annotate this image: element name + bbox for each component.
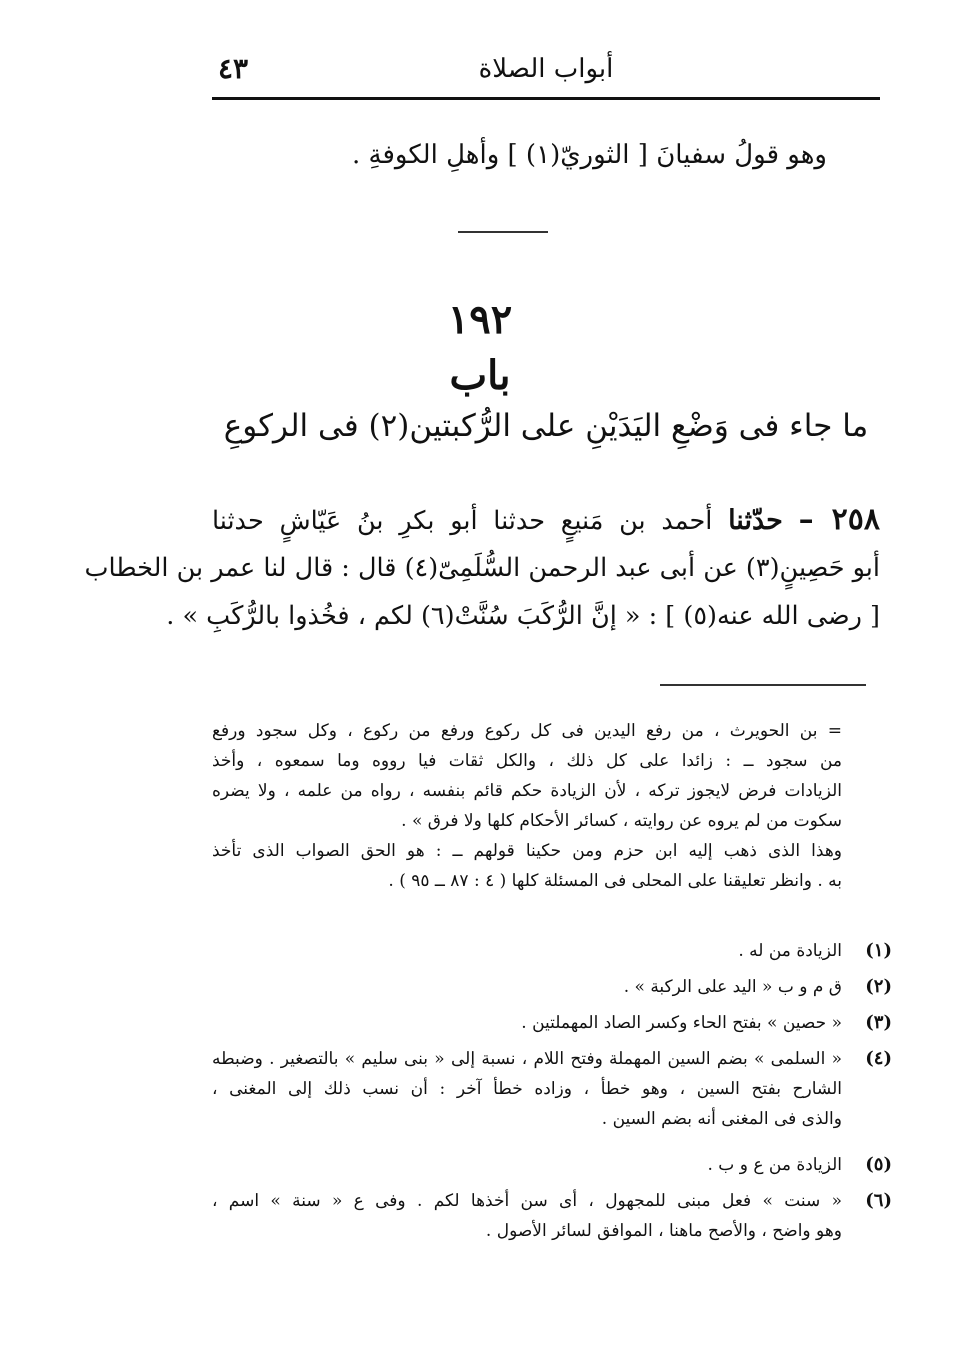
hadith-text: أحمد بن مَنيعٍ حدثنا أبو بكرِ بنُ عَيّاشٍ حدثنا	[212, 506, 713, 536]
footnote-marker: (٤)	[865, 1048, 892, 1069]
footnote-line: = بن الحويرث ، من رفع اليدين فى كل ركوع ورفع من ركوع ، وكل سجود ورفع	[212, 721, 842, 741]
chapter-number: ١٩٢	[447, 296, 513, 343]
footnote-marker: (١)	[865, 940, 892, 961]
page-title: أبواب الصلاة	[478, 54, 614, 84]
hadith-line: [ رضى الله عنه(٥) ] : « إنَّ الرُّكَبَ سُنَّتْ(٦) لكم ، فخُذوا بالرُّكَبِ » .	[166, 601, 880, 631]
header-rule	[212, 97, 880, 100]
footnote-rule	[660, 684, 866, 686]
hadith-line	[212, 500, 880, 541]
footnote-line: وهو واضح ، والأصح ماهنا ، الموافق لسائر الأصول .	[485, 1221, 842, 1241]
footnote-line: الزيادة من ع و ب .	[707, 1155, 842, 1175]
chapter-heading: ما جاء فى وَضْعِ اليَدَيْنِ على الرُّكبتين(٢) فى الركوعِ	[223, 408, 869, 444]
footnote-line: من سجود ــ : زائدا على كل ذلك ، والكل ثقات فيا رووه وما سمعوه ، وأخذ	[212, 751, 842, 771]
footnote-marker: (٣)	[865, 1012, 892, 1033]
footnote-6	[212, 1186, 892, 1246]
footnote-2	[212, 972, 892, 1002]
footnote-marker: (٦)	[865, 1190, 892, 1211]
page-number: ٤٣	[218, 52, 249, 85]
footnote-4	[212, 1044, 892, 1134]
hadith-number: ٢٥٨ –	[798, 502, 881, 537]
running-header	[212, 50, 880, 96]
footnote-1	[212, 936, 892, 966]
footnote-line: « سنت » فعل مبنى للمجهول ، أى سن أخذها لكم . وفى ع « سنة » اسم ،	[212, 1191, 842, 1211]
footnote-line: الزيادة من له .	[738, 941, 842, 961]
footnote-line: الزيادات فرض لايجوز تركه ، لأن الزيادة حكم قائم بنفسه ، رواه من علمه ، ولا يضره	[212, 781, 842, 801]
footnote-marker: (٥)	[865, 1154, 892, 1175]
footnote-continued	[212, 716, 842, 896]
chapter-label: باب	[449, 352, 511, 399]
footnote-line: ق م و ب « اليد على الركبة » .	[623, 977, 842, 997]
section-separator	[458, 231, 548, 233]
hadith-lead: حدّثنا	[728, 505, 783, 536]
footnote-3	[212, 1008, 892, 1038]
footnote-line: « حصين » بفتح الحاء وكسر الصاد المهملتين .	[521, 1013, 842, 1033]
footnote-5	[212, 1150, 892, 1180]
footnote-line: والذى فى المغنى أنه بضم السين .	[601, 1109, 842, 1129]
footnote-line: وهذا الذى ذهب إليه ابن حزم ومن حكينا قولهم ــ : هو الحق الصواب الذى تأخذ	[212, 841, 842, 861]
hadith-line: أبو حَصِينٍ(٣) عن أبى عبد الرحمن السُّلَمِىّ(٤) قال : قال لنا عمر بن الخطاب	[84, 553, 880, 583]
continuation-line: وهو قولُ سفيانَ [ الثوريّ(١) ] وأهلِ الكوفةِ .	[351, 140, 827, 170]
footnote-line: سكوت من لم يروه عن روايته ، كسائر الأحكام كلها ولا فرق » .	[401, 811, 842, 831]
footnote-line: الشارح بفتح السين ، وهو خطأ ، وزاده خطأ آخر : أن نسب ذلك إلى المغنى ،	[212, 1079, 842, 1099]
footnote-line: به . وانظر تعليقنا على المحلى فى المسئلة كلها ( ٤ : ٨٧ ــ ٩٥ ) .	[388, 871, 842, 891]
footnote-line: « السلمى » بضم السين المهملة وفتح اللام ، نسبة إلى « بنى سليم » بالتصغير . وضبطه	[212, 1049, 842, 1069]
footnote-marker: (٢)	[865, 976, 892, 997]
